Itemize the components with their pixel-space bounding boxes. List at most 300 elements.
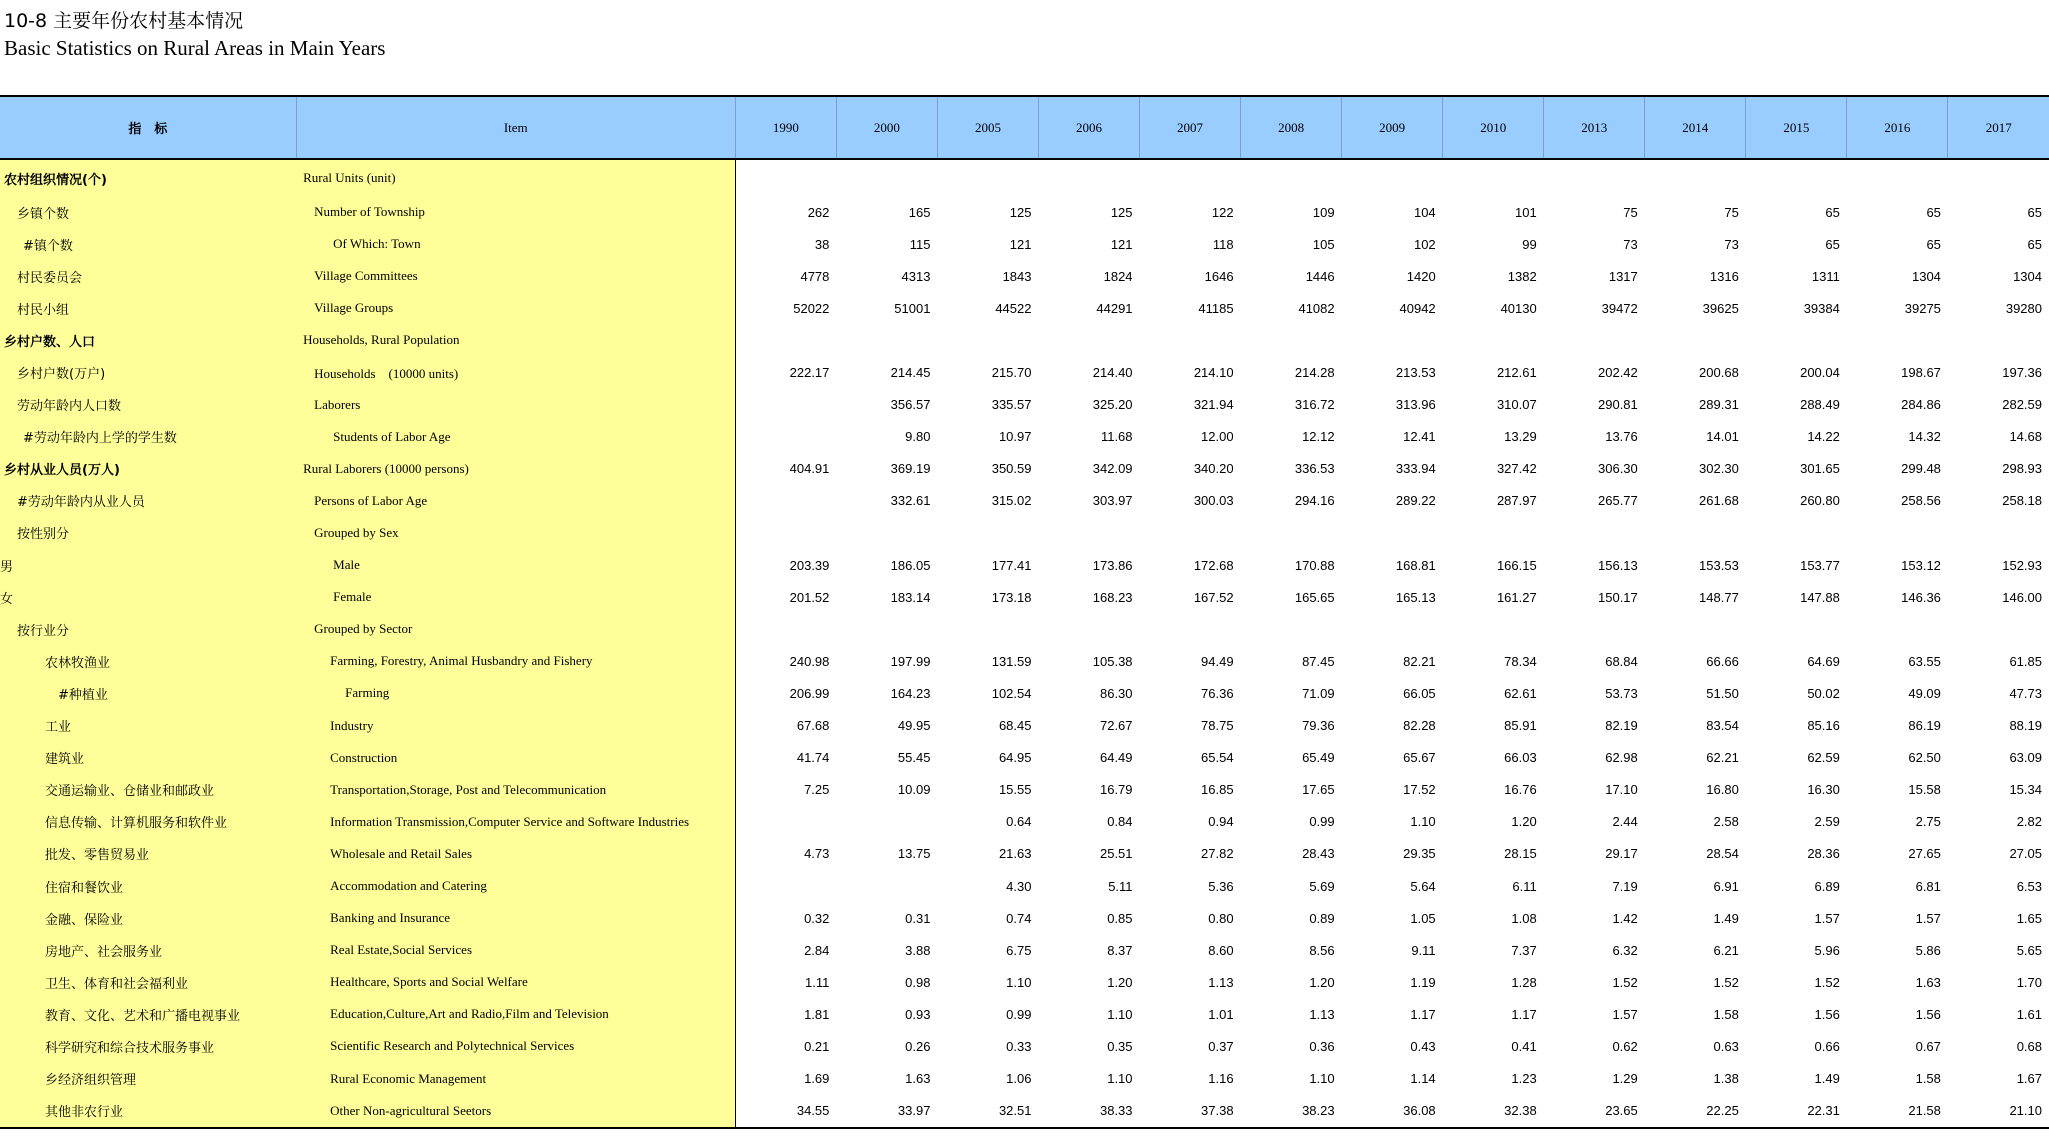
data-cell: 165.13 [1395,589,1436,605]
data-cell: 8.56 [1309,942,1335,958]
data-cell: 336.53 [1294,461,1335,477]
data-cell: 28.15 [1504,846,1537,862]
data-cell [735,324,836,356]
row-label-cn: 村民小组 [0,292,296,324]
data-cell: 65.49 [1302,750,1335,766]
data-cell: 172.68 [1193,557,1234,573]
row-label-en: Banking and Insurance [296,902,735,934]
statistics-table [0,95,2049,1129]
data-cell: 16.79 [1099,782,1133,798]
data-cell: 302.30 [1699,461,1739,477]
data-cell: 122 [1211,204,1234,220]
data-cell: 15.58 [1908,782,1941,798]
data-cell [1847,613,1948,645]
data-cell: 33.97 [836,1095,937,1128]
data-cell: 8.37 [1107,942,1133,958]
table-row [0,998,2049,1030]
page-title: 10-8 主要年份农村基本情况 [4,10,244,32]
data-cell: 240.98 [789,653,830,669]
data-cell [937,159,1038,196]
data-cell [1038,159,1139,196]
data-cell: 4.73 [804,846,830,862]
data-cell: 14.22 [1807,429,1840,445]
data-cell: 2.82 [2016,814,2042,830]
data-cell: 1304 [2013,268,2042,284]
header-item-en: Item [296,96,735,159]
data-cell: 258.56 [1901,493,1941,509]
data-cell: 369.19 [890,461,931,477]
data-cell: 49.09 [1908,685,1941,701]
data-cell [937,517,1038,549]
table-row [0,485,2049,517]
data-cell: 14.32 [1908,429,1941,445]
data-cell: 335.57 [991,397,1032,413]
header-year: 2009 [1342,96,1443,159]
data-cell: 1.14 [1410,1071,1436,1087]
data-cell: 214.10 [1193,365,1234,381]
data-cell: 67.68 [796,718,830,734]
data-cell: 1.57 [1612,1006,1638,1022]
table-row [0,774,2049,806]
data-cell: 6.81 [1915,878,1941,894]
data-cell: 39472 [1601,300,1638,316]
data-cell: 3.88 [905,942,931,958]
data-cell: 1.29 [1612,1071,1638,1087]
row-label-cn: 教育、文化、艺术和广播电视事业 [0,998,296,1030]
row-label-en: Rural Laborers (10000 persons) [296,453,735,485]
data-cell [1443,613,1544,645]
row-label-en: Persons of Labor Age [296,485,735,517]
data-cell: 173.18 [991,589,1032,605]
data-cell: 12.41 [1403,429,1436,445]
row-label-cn: 男 [0,549,296,581]
data-cell: 1.10 [1410,814,1436,830]
data-cell: 0.63 [1713,1038,1739,1054]
data-cell: 1824 [1103,268,1133,284]
data-cell: 102 [1413,236,1436,252]
data-cell: 12.00 [1201,429,1234,445]
row-label-cn: #种植业 [0,677,296,709]
data-cell: 83.54 [1706,718,1739,734]
data-cell: 15.55 [998,782,1032,798]
data-cell: 10.97 [998,429,1032,445]
row-label-en: Households, Rural Population [296,324,735,356]
data-cell [1645,517,1746,549]
data-cell: 1.10 [1107,1006,1133,1022]
data-cell: 6.53 [2016,878,2042,894]
data-cell: 262 [807,204,830,220]
row-label-cn: 科学研究和综合技术服务事业 [0,1030,296,1062]
data-cell: 0.37 [1208,1038,1234,1054]
data-cell [937,324,1038,356]
data-cell: 39275 [1904,300,1941,316]
table-row [0,966,2049,998]
data-cell: 11.68 [1100,429,1133,445]
data-cell: 64.95 [998,750,1032,766]
data-cell: 1.52 [1713,974,1739,990]
data-cell: 73 [1724,236,1739,252]
row-label-en: Students of Labor Age [296,421,735,453]
data-cell: 87.45 [1302,653,1335,669]
data-cell: 1.13 [1208,974,1234,990]
data-cell: 170.88 [1294,557,1335,573]
row-label-en: Wholesale and Retail Sales [296,838,735,870]
data-cell [1140,324,1241,356]
data-cell: 165 [908,204,931,220]
table-row [0,196,2049,228]
row-label-en: Construction [296,742,735,774]
data-cell: 315.02 [991,493,1032,509]
data-cell: 34.55 [735,1095,836,1128]
data-cell: 146.36 [1901,589,1941,605]
data-cell: 65 [2027,204,2042,220]
row-label-cn: 按行业分 [0,613,296,645]
data-cell: 289.22 [1395,493,1436,509]
table-row [0,260,2049,292]
header-year: 2000 [836,96,937,159]
data-cell: 86.30 [1099,685,1133,701]
data-cell: 65.67 [1403,750,1436,766]
data-cell: 41.74 [796,750,830,766]
data-cell [1443,324,1544,356]
data-cell [1948,517,2049,549]
data-cell: 1316 [1709,268,1739,284]
data-cell: 17.65 [1302,782,1335,798]
data-cell: 287.97 [1496,493,1537,509]
data-cell: 1304 [1911,268,1941,284]
data-cell [1544,324,1645,356]
data-cell [1948,324,2049,356]
data-cell: 21.63 [998,846,1032,862]
data-cell: 32.38 [1443,1095,1544,1128]
data-cell: 200.04 [1800,365,1840,381]
row-label-en: Number of Township [296,196,735,228]
data-cell: 6.75 [1006,942,1032,958]
row-label-cn: 批发、零售贸易业 [0,838,296,870]
header-year: 2017 [1948,96,2049,159]
data-cell: 62.98 [1605,750,1638,766]
table-row [0,838,2049,870]
data-cell: 0.89 [1309,910,1335,926]
data-cell: 1420 [1406,268,1436,284]
data-cell: 167.52 [1193,589,1234,605]
data-cell: 1.38 [1713,1071,1739,1087]
row-label-en: Village Groups [296,292,735,324]
table-row [0,159,2049,196]
table-row [0,324,2049,356]
data-cell: 0.26 [905,1038,931,1054]
data-cell [1544,613,1645,645]
data-cell: 5.69 [1309,878,1335,894]
data-cell: 115 [909,236,931,252]
data-cell: 44291 [1096,300,1133,316]
row-label-cn: 金融、保险业 [0,902,296,934]
table-row [0,806,2049,838]
data-cell: 22.31 [1746,1095,1847,1128]
data-cell: 0.85 [1107,910,1133,926]
data-cell [1342,159,1443,196]
data-cell: 17.52 [1403,782,1436,798]
data-cell: 161.27 [1496,589,1537,605]
table-row [0,870,2049,902]
data-cell: 1.65 [2016,910,2042,926]
data-cell: 88.19 [2009,718,2042,734]
row-label-cn: 农林牧渔业 [0,645,296,677]
data-cell [1645,159,1746,196]
row-label-cn: 乡村户数、人口 [0,324,296,356]
row-label-cn: 农村组织情况(个) [0,159,296,196]
data-cell: 288.49 [1800,397,1840,413]
row-label-cn: 房地产、社会服务业 [0,934,296,966]
data-cell: 200.68 [1699,365,1739,381]
header-year: 2014 [1645,96,1746,159]
data-cell: 22.25 [1645,1095,1746,1128]
data-cell: 260.80 [1800,493,1840,509]
data-cell: 73 [1623,236,1638,252]
data-cell: 165.65 [1294,589,1335,605]
page-subtitle: Basic Statistics on Rural Areas in Main Years [4,36,386,60]
data-cell: 51001 [894,300,931,316]
data-cell: 94.49 [1201,653,1234,669]
data-cell: 21.58 [1847,1095,1948,1128]
data-cell: 0.64 [1006,814,1032,830]
data-cell [735,517,836,549]
data-cell: 153.53 [1699,557,1739,573]
data-cell: 0.43 [1410,1038,1436,1054]
data-cell: 301.65 [1800,461,1840,477]
data-cell: 62.61 [1504,685,1537,701]
data-cell: 1.58 [1915,1071,1941,1087]
row-label-en: Information Transmission,Computer Service and Software Industries [296,806,735,838]
row-label-cn: 建筑业 [0,742,296,774]
data-cell: 186.05 [890,557,931,573]
data-cell: 25.51 [1099,846,1133,862]
data-cell: 40130 [1500,300,1537,316]
table-row [0,292,2049,324]
data-cell: 1.17 [1410,1006,1436,1022]
data-cell [1746,613,1847,645]
row-label-cn: 按性别分 [0,517,296,549]
data-cell: 202.42 [1598,365,1638,381]
data-cell: 104 [1413,204,1436,220]
data-cell: 0.98 [905,974,931,990]
table-row [0,1095,2049,1128]
data-cell: 10.09 [897,782,931,798]
data-cell: 1.10 [1006,974,1032,990]
data-cell: 332.61 [890,493,931,509]
data-cell: 5.65 [2016,942,2042,958]
data-cell: 150.17 [1598,589,1638,605]
row-label-cn: 信息传输、计算机服务和软件业 [0,806,296,838]
data-cell: 325.20 [1092,397,1133,413]
data-cell: 201.52 [789,589,830,605]
data-cell: 61.85 [2009,653,2042,669]
data-cell: 65 [2027,236,2042,252]
data-cell [735,613,836,645]
data-cell [836,517,937,549]
data-cell: 1.61 [2016,1006,2042,1022]
data-cell: 99 [1522,236,1537,252]
data-cell: 2.59 [1814,814,1840,830]
data-cell: 53.73 [1605,685,1638,701]
data-cell [1544,159,1645,196]
data-cell: 0.21 [804,1038,830,1054]
data-cell [1746,159,1847,196]
data-cell: 356.57 [890,397,931,413]
data-cell: 109 [1312,204,1335,220]
row-label-en: Grouped by Sector [296,613,735,645]
data-cell: 0.99 [1006,1006,1032,1022]
data-cell: 258.18 [2002,493,2042,509]
row-label-en: Female [296,581,735,613]
data-cell: 0.99 [1309,814,1335,830]
data-cell: 85.91 [1504,718,1537,734]
table-row [0,421,2049,453]
header-year: 2015 [1746,96,1847,159]
data-cell [1746,324,1847,356]
row-label-en: Farming [296,677,735,709]
data-cell: 6.89 [1814,878,1840,894]
row-label-cn: 乡经济组织管理 [0,1063,296,1095]
data-cell: 1.67 [2016,1071,2042,1087]
data-cell [735,421,836,453]
data-cell: 147.88 [1800,589,1840,605]
data-cell: 9.11 [1411,942,1436,958]
data-cell: 0.84 [1107,814,1133,830]
data-cell: 76.36 [1201,685,1234,701]
data-cell: 0.74 [1006,910,1032,926]
data-cell: 29.17 [1605,846,1638,862]
data-cell: 9.80 [905,429,931,445]
data-cell: 2.44 [1612,814,1638,830]
data-cell: 39625 [1702,300,1739,316]
row-label-cn: 劳动年龄内人口数 [0,389,296,421]
data-cell [1645,324,1746,356]
data-cell [1645,613,1746,645]
data-cell [836,613,937,645]
row-label-en: Healthcare, Sports and Social Welfare [296,966,735,998]
data-cell [1746,517,1847,549]
row-label-cn: 村民委员会 [0,260,296,292]
data-cell: 105 [1312,236,1335,252]
row-label-cn: #劳动年龄内从业人员 [0,485,296,517]
data-cell: 316.72 [1294,397,1335,413]
data-cell [836,806,937,838]
data-cell: 206.99 [789,685,830,701]
header-year: 2005 [937,96,1038,159]
data-cell: 65 [1825,236,1840,252]
data-cell: 350.59 [991,461,1032,477]
data-cell: 0.35 [1107,1038,1133,1054]
data-cell [1342,324,1443,356]
data-cell: 12.12 [1302,429,1335,445]
data-cell: 1.10 [1107,1071,1133,1087]
data-cell: 1317 [1608,268,1638,284]
data-cell [1342,613,1443,645]
row-label-en: Real Estate,Social Services [296,934,735,966]
data-cell: 214.45 [890,365,931,381]
row-label-cn: #镇个数 [0,228,296,260]
data-cell: 164.23 [890,685,931,701]
row-label-cn: 其他非农行业 [0,1095,296,1128]
data-cell [1241,159,1342,196]
data-cell: 282.59 [2002,397,2042,413]
data-cell: 6.11 [1512,878,1537,894]
data-cell: 4313 [901,268,931,284]
data-cell: 153.77 [1800,557,1840,573]
data-cell: 52022 [793,300,830,316]
data-cell: 1.06 [1006,1071,1032,1087]
data-cell: 1311 [1811,268,1840,284]
data-cell: 5.11 [1108,878,1133,894]
data-cell: 1.63 [1915,974,1941,990]
data-cell: 0.66 [1814,1038,1840,1054]
data-cell: 222.17 [789,365,830,381]
data-cell: 313.96 [1395,397,1436,413]
data-cell: 8.60 [1208,942,1234,958]
data-cell: 284.86 [1901,397,1941,413]
data-cell: 27.82 [1201,846,1234,862]
data-cell: 66.66 [1706,653,1739,669]
data-cell [1847,517,1948,549]
data-cell: 66.05 [1403,685,1436,701]
data-cell: 38 [814,236,830,252]
header-year: 2010 [1443,96,1544,159]
data-cell: 198.67 [1901,365,1941,381]
data-cell: 0.80 [1208,910,1234,926]
data-cell [1544,517,1645,549]
data-cell: 17.10 [1605,782,1638,798]
row-label-en: Village Committees [296,260,735,292]
row-label-en: Grouped by Sex [296,517,735,549]
row-label-en: Male [296,549,735,581]
data-cell: 72.67 [1099,718,1133,734]
data-cell: 0.33 [1006,1038,1032,1054]
data-cell: 6.21 [1713,942,1739,958]
data-cell: 7.25 [804,782,830,798]
data-cell: 28.36 [1807,846,1840,862]
data-cell: 63.55 [1908,653,1941,669]
data-cell: 41082 [1298,300,1335,316]
data-cell: 1.13 [1309,1006,1335,1022]
data-cell: 310.07 [1496,397,1537,413]
data-cell: 0.31 [905,910,931,926]
data-cell [1038,517,1139,549]
row-label-en: Rural Units (unit) [296,159,735,196]
data-cell: 82.21 [1403,653,1436,669]
data-cell: 0.32 [804,910,830,926]
row-label-en: Industry [296,710,735,742]
data-cell: 1.70 [2016,974,2042,990]
data-cell: 2.75 [1915,814,1941,830]
data-cell: 5.64 [1410,878,1436,894]
data-cell: 6.91 [1713,878,1739,894]
data-cell: 39280 [2005,300,2042,316]
data-cell: 1.58 [1713,1006,1739,1022]
data-cell: 1646 [1204,268,1234,284]
data-cell: 1.08 [1511,910,1537,926]
row-label-cn: 交通运输业、仓储业和邮政业 [0,774,296,806]
header-year: 2006 [1038,96,1139,159]
data-cell: 212.61 [1496,365,1537,381]
data-cell: 16.30 [1807,782,1840,798]
table-row [0,645,2049,677]
data-cell: 65.54 [1201,750,1234,766]
data-cell: 168.23 [1092,589,1133,605]
data-cell: 27.05 [2009,846,2042,862]
data-cell: 63.09 [2009,750,2042,766]
data-cell: 66.03 [1504,750,1537,766]
